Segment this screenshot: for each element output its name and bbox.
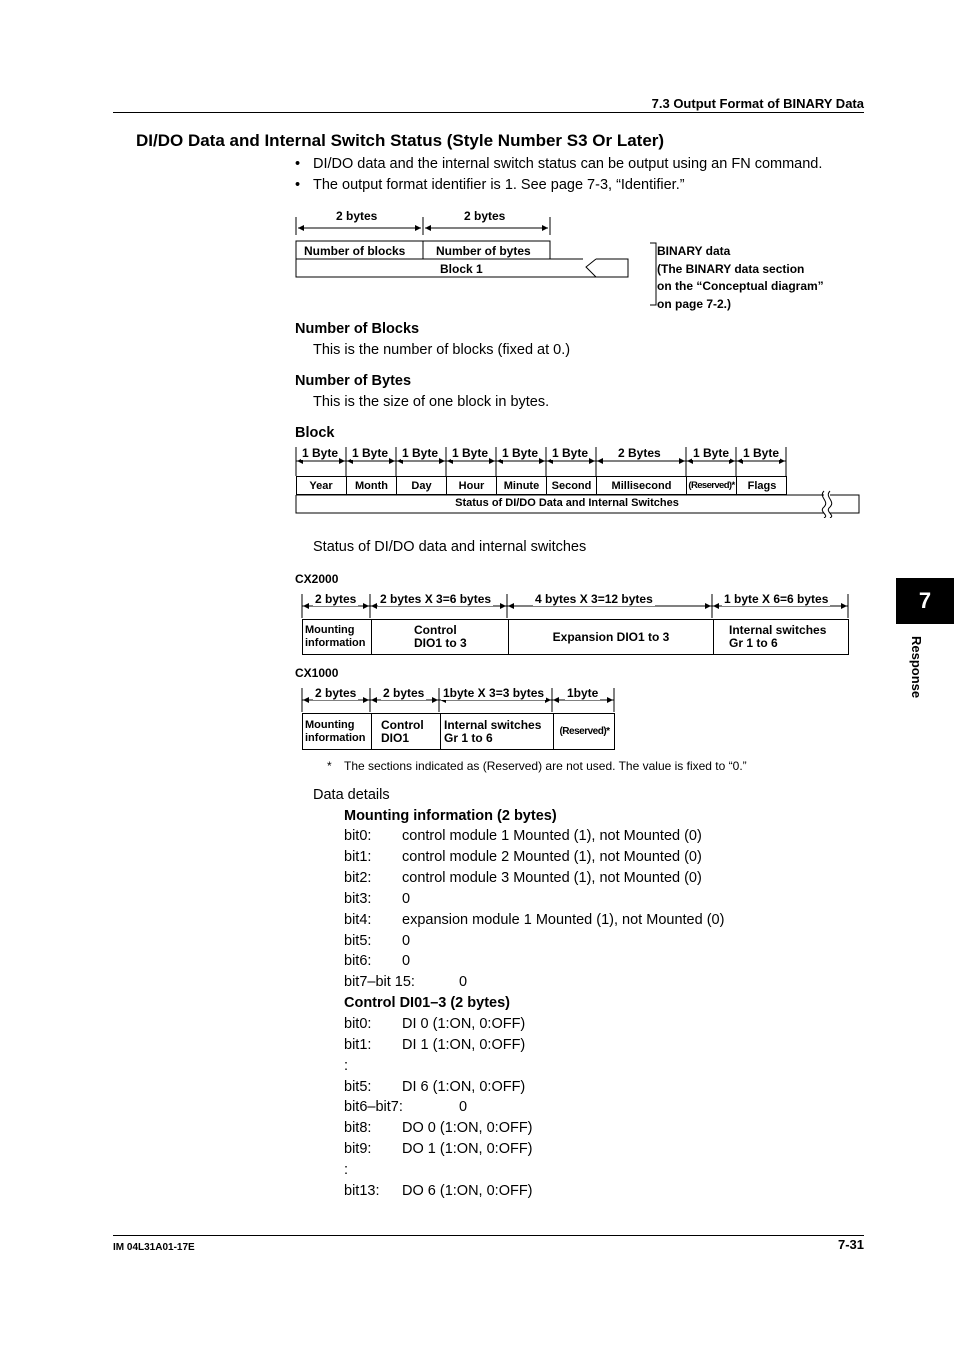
cell-block-1: Block 1 bbox=[440, 262, 483, 276]
cx2000-size-3: 4 bytes X 3=12 bytes bbox=[535, 592, 653, 606]
footnote-mark: * bbox=[327, 759, 332, 773]
doc-id: IM 04L31A01-17E bbox=[113, 1242, 195, 1253]
size-label: 1 Byte bbox=[552, 446, 589, 460]
cx2000-control: Control DIO1 to 3 bbox=[371, 620, 508, 654]
footer-rule bbox=[113, 1235, 864, 1236]
binary-note: BINARY data (The BINARY data section on the “Conceptual diagram” on page 7-2.) bbox=[657, 244, 824, 311]
size-label: 1 Byte bbox=[302, 446, 339, 460]
status-row-label: Status of DI/DO Data and Internal Switches bbox=[455, 497, 679, 509]
block-size-labels bbox=[0, 446, 954, 460]
bullet-1: • bbox=[295, 156, 301, 172]
cx1000-size-3: 1byte X 3=3 bytes bbox=[443, 686, 545, 700]
mounting-bit-row: bit3: 0 bbox=[344, 891, 411, 907]
mounting-bit-row: bit0: control module 1 Mounted (1), not Mounted (0) bbox=[344, 828, 702, 844]
cx1000-size-4: 1byte bbox=[567, 686, 599, 700]
control-bit-row: bit0: DI 0 (1:ON, 0:OFF) bbox=[344, 1016, 526, 1032]
cx1000-size-2: 2 bytes bbox=[383, 686, 425, 700]
chapter-tab-label: Response bbox=[909, 636, 924, 699]
field-second: Second bbox=[546, 477, 596, 494]
mounting-heading: Mounting information (2 bytes) bbox=[344, 808, 557, 824]
size-label: 1 Byte bbox=[352, 446, 389, 460]
text-number-of-bytes: This is the size of one block in bytes. bbox=[313, 394, 550, 410]
size-label: 1 Byte bbox=[502, 446, 539, 460]
cx2000-size-4: 1 byte X 6=6 bytes bbox=[724, 592, 829, 606]
heading-block: Block bbox=[295, 425, 335, 441]
bytes-label-1: 2 bytes bbox=[336, 209, 378, 223]
cx2000-size-1: 2 bytes bbox=[315, 592, 357, 606]
cx2000-table bbox=[302, 619, 849, 655]
size-label: 1 Byte bbox=[452, 446, 489, 460]
cell-number-of-blocks: Number of blocks bbox=[304, 244, 406, 258]
bullet-2: • bbox=[295, 177, 301, 193]
mounting-bit-row: bit6: 0 bbox=[344, 953, 411, 969]
size-label: 1 Byte bbox=[743, 446, 780, 460]
field-month: Month bbox=[346, 477, 396, 494]
cx2000-internal-switches: Internal switches Gr 1 to 6 bbox=[713, 620, 849, 654]
header-rule bbox=[113, 112, 864, 113]
control-bit-row: bit9: DO 1 (1:ON, 0:OFF) bbox=[344, 1141, 533, 1157]
cx1000-internal-switches: Internal switches Gr 1 to 6 bbox=[440, 714, 553, 749]
cx1000-label: CX1000 bbox=[295, 666, 339, 680]
field-year: Year bbox=[309, 479, 333, 492]
cx1000-size-1: 2 bytes bbox=[315, 686, 357, 700]
cx1000-table bbox=[302, 713, 615, 750]
heading-number-of-blocks: Number of Blocks bbox=[295, 321, 420, 337]
control-bit-row: : bbox=[344, 1162, 349, 1178]
bytes-label-2: 2 bytes bbox=[464, 209, 506, 223]
page-title: DI/DO Data and Internal Switch Status (Style Number S3 Or Later) bbox=[136, 131, 665, 150]
text-number-of-blocks: This is the number of blocks (fixed at 0.) bbox=[313, 342, 571, 358]
cx2000-label: CX2000 bbox=[295, 572, 339, 586]
chapter-tab: 7 bbox=[896, 578, 954, 624]
heading-number-of-bytes: Number of Bytes bbox=[295, 373, 412, 389]
bullet-text-1: DI/DO data and the internal switch status can be output using an FN command. bbox=[313, 156, 823, 172]
cx1000-mounting: Mounting information bbox=[305, 718, 366, 744]
bullet-text-2: The output format identifier is 1. See page 7-3, “Identifier.” bbox=[313, 177, 685, 193]
control-bit-row: bit8: DO 0 (1:ON, 0:OFF) bbox=[344, 1120, 533, 1136]
field-reserved: (Reserved)* bbox=[686, 477, 736, 494]
field-minute: Minute bbox=[496, 477, 546, 494]
control-heading: Control DI01–3 (2 bytes) bbox=[344, 995, 510, 1011]
control-bit-row: bit13: DO 6 (1:ON, 0:OFF) bbox=[344, 1183, 533, 1199]
size-label: 1 Byte bbox=[693, 446, 730, 460]
mounting-bit-row: bit2: control module 3 Mounted (1), not Mounted (0) bbox=[344, 870, 702, 886]
cx2000-mounting: Mounting information bbox=[305, 624, 366, 649]
data-details-label: Data details bbox=[313, 787, 390, 803]
status-text: Status of DI/DO data and internal switches bbox=[313, 539, 587, 555]
field-day: Day bbox=[396, 477, 446, 494]
size-label: 2 Bytes bbox=[618, 446, 661, 460]
control-bit-row: : bbox=[344, 1058, 349, 1074]
control-bit-row: bit6–bit7: 0 bbox=[344, 1099, 468, 1115]
field-millisecond: Millisecond bbox=[596, 477, 686, 494]
running-header: 7.3 Output Format of BINARY Data bbox=[651, 96, 864, 111]
cell-number-of-bytes: Number of bytes bbox=[436, 244, 531, 258]
mounting-bit-row: bit4: expansion module 1 Mounted (1), not Mounted (0) bbox=[344, 912, 725, 928]
footnote-text: The sections indicated as (Reserved) are not used. The value is fixed to “0.” bbox=[344, 759, 747, 773]
mounting-bit-row: bit7–bit 15: 0 bbox=[344, 974, 468, 990]
cx1000-reserved: (Reserved)* bbox=[553, 714, 615, 749]
cx2000-size-2: 2 bytes X 3=6 bytes bbox=[380, 592, 492, 606]
mounting-bit-row: bit1: control module 2 Mounted (1), not Mounted (0) bbox=[344, 849, 702, 865]
mounting-bit-row: bit5: 0 bbox=[344, 933, 411, 949]
field-hour: Hour bbox=[446, 477, 496, 494]
cx1000-control: Control DIO1 bbox=[371, 714, 440, 749]
control-bit-row: bit1: DI 1 (1:ON, 0:OFF) bbox=[344, 1037, 526, 1053]
page-number: 7-31 bbox=[837, 1237, 864, 1252]
cx2000-expansion: Expansion DIO1 to 3 bbox=[508, 620, 713, 654]
field-flags: Flags bbox=[736, 477, 787, 494]
size-label: 1 Byte bbox=[402, 446, 439, 460]
control-bit-row: bit5: DI 6 (1:ON, 0:OFF) bbox=[344, 1079, 526, 1095]
